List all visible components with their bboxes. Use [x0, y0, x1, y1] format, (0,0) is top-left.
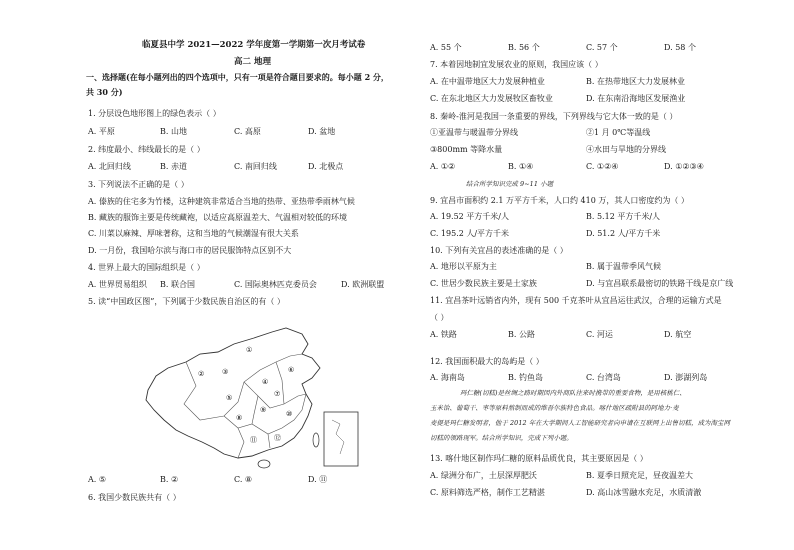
option[interactable]: B. 公路 [508, 330, 535, 339]
exam-subtitle: 高二 地理 [234, 57, 271, 67]
option[interactable]: B. 山地 [160, 127, 187, 136]
question-stem: 1. 分层设色地形图上的绿色表示（ ） [88, 109, 221, 118]
option[interactable]: C. ①②④ [586, 162, 619, 171]
question-stem: 3. 下列说法不正确的是（ ） [88, 180, 189, 189]
option[interactable]: D. 盆地 [308, 127, 336, 136]
province-border [184, 354, 302, 420]
question-stem: 6. 我国少数民族共有（ ） [88, 493, 181, 502]
group-instruction: 结合所学知识完成 9~11 小题 [466, 180, 554, 188]
option[interactable]: D. 与宜昌联系最密切的铁路干线是京广线 [586, 279, 734, 288]
option[interactable]: B. 56 个 [508, 43, 540, 52]
china-political-map [126, 324, 386, 470]
option[interactable]: B. 5.12 平方千米/人 [586, 212, 661, 221]
option[interactable]: C. 川菜以麻辣、厚味著称，这和当地的气候潮湿有很大关系 [88, 229, 299, 238]
option[interactable]: C. 高原 [234, 127, 261, 136]
map-label: ④ [262, 378, 269, 386]
option[interactable]: B. 属于温带季风气候 [586, 262, 661, 271]
option[interactable]: A. 55 个 [430, 43, 462, 52]
map-label: ⑤ [226, 394, 233, 402]
option[interactable]: A. ⑤ [88, 475, 107, 484]
map-label: ② [198, 370, 205, 378]
question-stem: 7. 本着因地制宜发展农业的原则，我国应该（ ） [430, 60, 603, 69]
question-stem: 10. 下列有关宜昌的表述准确的是（ ） [430, 246, 568, 255]
option[interactable]: A. 地形以平原为主 [430, 262, 497, 271]
option[interactable]: C. 南回归线 [234, 162, 277, 171]
option[interactable]: A. ①② [430, 162, 456, 171]
option[interactable]: B. 钓鱼岛 [508, 373, 543, 382]
option[interactable]: A. 傣族的住宅多为竹楼，这种建筑非常适合当地的热带、亚热带季雨林气候 [88, 197, 355, 206]
map-label: ⑧ [236, 414, 243, 422]
option[interactable]: A. 在中温带地区大力发展种植业 [430, 77, 545, 86]
option[interactable]: B. ①④ [508, 162, 534, 171]
statement: ④水田与旱地的分界线 [586, 145, 666, 154]
map-label: ① [246, 346, 253, 354]
option[interactable]: A. 世界贸易组织 [88, 280, 147, 289]
question-stem: 9. 宜昌市面积约 2.1 万平方千米，人口约 410 万，其人口密度约为（ ） [430, 196, 689, 205]
option[interactable]: D. 高山冰雪融水充足，水质清澈 [586, 488, 702, 497]
map-label: ⑥ [288, 366, 295, 374]
passage-line: 玛仁糖(切糕)是丝绸之路时期因内外商队往来时携带的重要食物，是用核桃仁、 [460, 389, 686, 397]
question-stem: 8. 秦岭-淮河是我国一条重要的界线，下列界线与它大体一致的是（ ） [430, 112, 678, 121]
option[interactable]: C. 57 个 [586, 43, 618, 52]
option[interactable]: D. 澎湖列岛 [664, 373, 708, 382]
passage-line: 麦提是玛仁糖发明者，他于 2012 年在大学期间人工智能研究者向申请在互联网上出售切糕，成为淘宝网 [430, 419, 731, 427]
option[interactable]: C. 195.2 人/平方千米 [430, 229, 510, 238]
map-label: ⑪ [250, 436, 257, 444]
map-svg [126, 324, 386, 470]
option[interactable]: B. 在热带地区大力发展林业 [586, 77, 685, 86]
option[interactable]: C. 在东北地区大力发展牧区畜牧业 [430, 94, 553, 103]
question-stem: 11. 宜昌茶叶远销省内外，现有 500 千克茶叶从宜昌运往武汉，合理的运输方式是 [430, 296, 722, 305]
map-label: ⑫ [274, 434, 281, 442]
option[interactable]: B. 夏季日照充足，昼夜温差大 [586, 471, 693, 480]
option[interactable]: D. ⑪ [308, 475, 328, 484]
question-stem: 4. 世界上最大的国际组织是（ ） [88, 263, 205, 272]
option[interactable]: D. 在东南沿海地区发展渔业 [586, 94, 686, 103]
hainan-island [258, 460, 270, 468]
statement: ①亚温带与暖温带分界线 [430, 128, 518, 137]
option[interactable]: D. 欧洲联盟 [341, 280, 385, 289]
exam-title: 临夏县中学 2021—2022 学年度第一学期第一次月考试卷 [142, 40, 366, 50]
option[interactable]: A. 铁路 [430, 330, 457, 339]
map-label: ⑦ [274, 390, 281, 398]
option[interactable]: D. 北极点 [308, 162, 344, 171]
option[interactable]: C. 河运 [586, 330, 613, 339]
question-stem: 5. 读“中国政区图”，下列属于少数民族自治区的有（ ） [88, 297, 285, 306]
passage-line: 切糕的领路现军。结合所学知识，完成下列小题。 [430, 434, 573, 442]
option[interactable]: D. 一月份，我国哈尔滨与海口市的居民服饰特点区别不大 [88, 246, 292, 255]
section-heading-cont: 共 30 分) [86, 87, 123, 97]
option[interactable]: D. 51.2 人/平方千米 [586, 229, 661, 238]
question-stem: 2. 纬度最小、纬线最长的是（ ） [88, 145, 205, 154]
option[interactable]: C. ⑧ [234, 475, 253, 484]
map-label: ⑨ [260, 406, 267, 414]
option[interactable]: B. 藏族的服饰主要是传统藏袍，以适应高原温差大、气温相对较低的环境 [88, 213, 347, 222]
province-border [252, 396, 258, 424]
statement: ②1 月 0℃等温线 [586, 128, 651, 137]
option[interactable]: A. 绿洲分布广，土层深厚肥沃 [430, 471, 537, 480]
option[interactable]: B. 赤道 [160, 162, 187, 171]
option[interactable]: D. ①②③④ [664, 162, 704, 171]
map-label: ③ [222, 368, 229, 376]
option[interactable]: B. 联合国 [160, 280, 195, 289]
map-label: ⑩ [286, 410, 293, 418]
province-border [238, 428, 244, 458]
option[interactable]: C. 世居少数民族主要是土家族 [430, 279, 537, 288]
option[interactable]: A. 平原 [88, 127, 115, 136]
taiwan-island [313, 433, 319, 447]
option[interactable]: C. 台湾岛 [586, 373, 621, 382]
option[interactable]: D. 航空 [664, 330, 692, 339]
inset-coast [332, 420, 344, 454]
option[interactable]: A. 19.52 平方千米/人 [430, 212, 510, 221]
option[interactable]: C. 原料筛选严格，制作工艺精湛 [430, 488, 545, 497]
option[interactable]: C. 国际奥林匹克委员会 [234, 280, 317, 289]
passage-line: 玉米饴、葡萄干、枣等原料熬制而成的维吾尔族特色食品。喀什地区疏附县的阿地力·麦 [430, 404, 679, 412]
option[interactable]: D. 58 个 [664, 43, 696, 52]
option[interactable]: A. 北回归线 [88, 162, 131, 171]
country-outline [146, 328, 320, 458]
statement: ③800mm 等降水量 [430, 145, 503, 154]
option[interactable]: B. ② [160, 475, 179, 484]
option[interactable]: A. 海南岛 [430, 373, 465, 382]
question-stem: 12. 我国面积最大的岛屿是（ ） [430, 357, 544, 366]
question-stem-cont: （ ） [430, 313, 449, 322]
section-heading: 一、选择题(在每小题列出的四个选项中，只有一项是符合题目要求的。每小题 2 分， [86, 72, 389, 82]
question-stem: 13. 喀什地区制作玛仁糖的原料品质优良，其主要原因是（ ） [430, 454, 648, 463]
province-border [268, 434, 270, 448]
